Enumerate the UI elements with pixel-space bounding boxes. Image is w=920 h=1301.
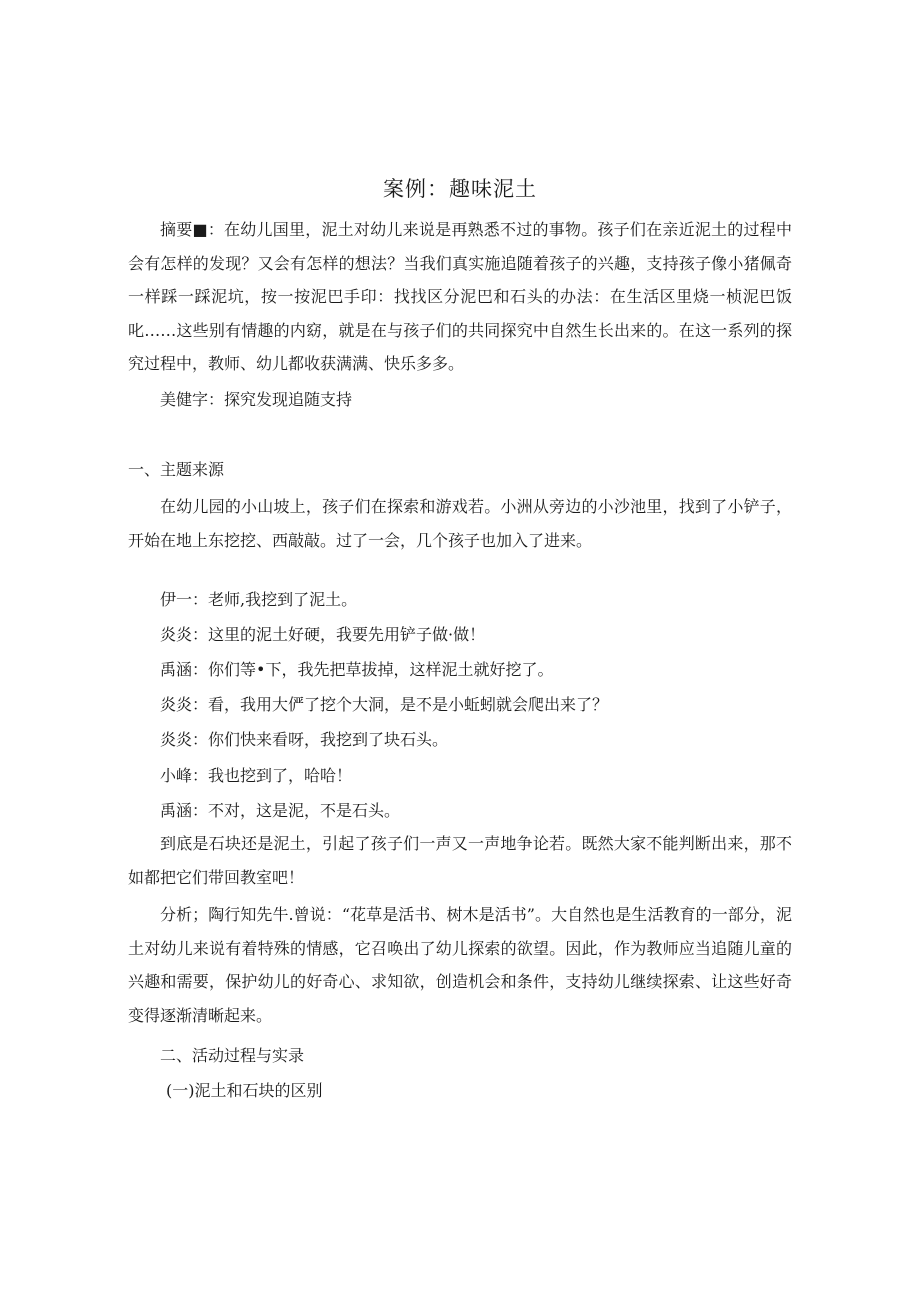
section1-paragraph: 在幼儿园的小山坡上，孩子们在探索和游戏若。小洲从旁边的小沙池里，找到了小铲子，开始在地上东挖挖、西敲敲。过了一会，几个孩子也加入了进来。 <box>128 497 792 550</box>
dialogue-line: 伊一：老师,我挖到了泥土。 <box>160 590 358 609</box>
keywords-line: 美健字：探究发现追随支持 <box>160 390 353 409</box>
conclusion-paragraph: 到底是石块还是泥土，引起了孩子们一声又一声地争论若。既然大家不能判断出来，那不如都把它们带回教室吧！ <box>128 834 792 887</box>
subsection-heading: (一)泥土和石块的区别 <box>166 1081 323 1100</box>
abstract-paragraph: 摘要■：在幼儿国里，泥土对幼儿来说是再熟悉不过的事物。孩子们在亲近泥土的过程中会有怎样的发现？又会有怎样的想法？当我们真实施追随着孩子的兴趣，支持孩子像小猪佩奇一样踩一踩泥坑，按一按泥巴手印：找找区分泥巴和石头的办法：在生活区里烧一桢泥巴饭叱……这些别有情趣的内窈，就是在与孩子们的共同探究中自然生长出来的。在这一系列的探究过程中，教师、幼儿都收获满满、快乐多多。 <box>128 220 792 373</box>
dialogue-line: 炎炎：这里的泥土好硬，我要先用铲子做·做！ <box>160 625 486 644</box>
dialogue-line: 炎炎：看，我用大俨了挖个大洞，是不是小蚯蚓就会爬出来了？ <box>160 695 609 714</box>
section2-heading: 二、活动过程与实录 <box>160 1046 305 1065</box>
section1-heading: 一、主题来源 <box>128 460 225 479</box>
dialogue-line: 炎炎：你们快来看呀，我挖到了块石头。 <box>160 730 449 749</box>
dialogue-line: 禹涵：你们等•下，我先把草拔掉，这样泥土就好挖了。 <box>160 660 554 679</box>
analysis-paragraph: 分析；陶行知先牛.曾说：“花草是活书、树木是活书”。大自然也是生活教育的一部分，泥土对幼儿来说有着特殊的情感，它召唤出了幼儿探索的欲望。因此，作为教师应当追随儿童的兴趣和需要，保护幼儿的好奇心、求知欲，创造机会和条件，支持幼儿继续探索、让这些好奇变得逐渐清晰起来。 <box>128 905 792 1025</box>
dialogue-line: 禹涵：不对，这是泥，不是石头。 <box>160 801 401 820</box>
dialogue-line: 小峰：我也挖到了，哈哈！ <box>160 766 353 785</box>
document-title: 案例：趣味泥土 <box>383 177 537 201</box>
